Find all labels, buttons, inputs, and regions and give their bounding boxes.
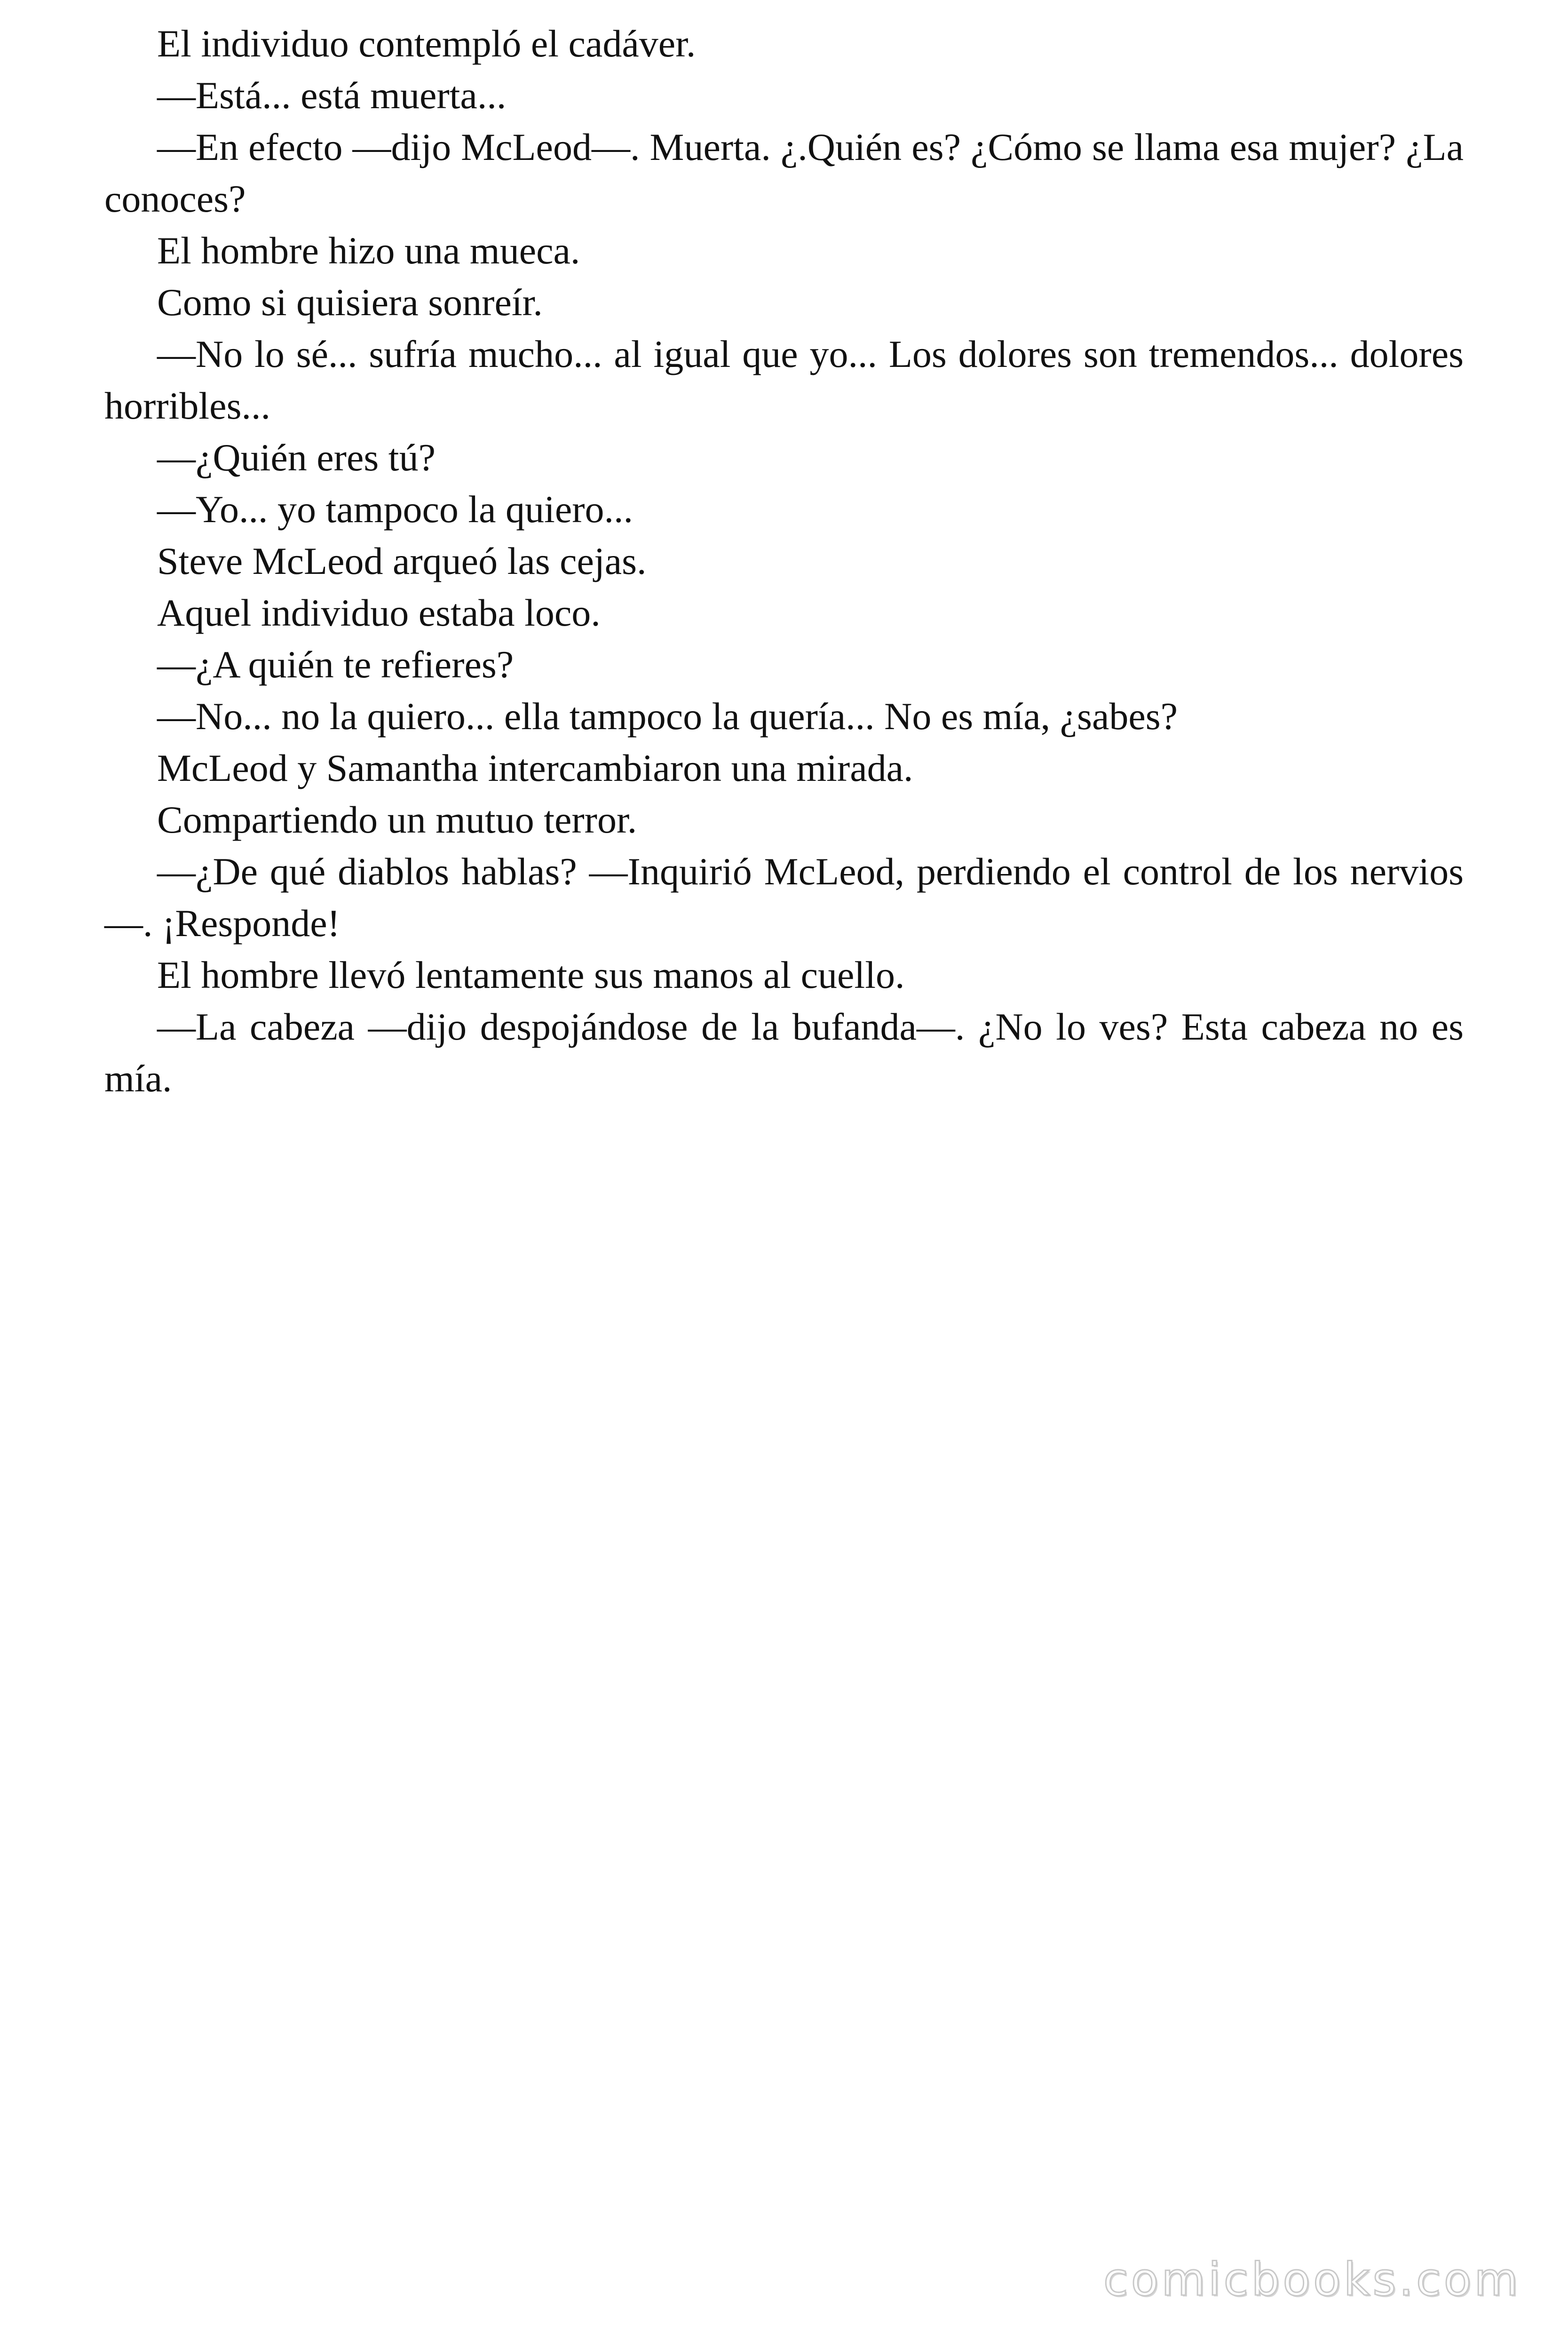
paragraph: Como si quisiera sonreír. <box>157 281 543 324</box>
paragraph: Aquel individuo estaba loco. <box>157 591 601 634</box>
paragraph: —La cabeza —dijo despojándose de la bufanda—. ¿No lo ves? Esta cabeza no es mía. <box>104 1005 1464 1100</box>
watermark-logo: comicbooks.com <box>1103 2253 1521 2306</box>
paragraph: —¿A quién te refieres? <box>157 643 514 686</box>
paragraph: Steve McLeod arqueó las cejas. <box>157 540 647 582</box>
paragraph: —En efecto —dijo McLeod—. Muerta. ¿.Quién es? ¿Cómo se llama esa mujer? ¿La conoces? <box>104 126 1464 220</box>
paragraph: Compartiendo un mutuo terror. <box>157 798 637 841</box>
page-text <box>104 18 1464 1104</box>
paragraph: —¿Quién eres tú? <box>157 436 436 479</box>
paragraph: —No lo sé... sufría mucho... al igual que yo... Los dolores son tremendos... dolores horribles... <box>104 333 1464 427</box>
paragraph: El hombre hizo una mueca. <box>157 229 580 272</box>
paragraph: —¿De qué diablos hablas? —Inquirió McLeod, perdiendo el control de los nervios—. ¡Responde! <box>104 850 1464 945</box>
paragraph: El hombre llevó lentamente sus manos al cuello. <box>157 954 905 996</box>
paragraph: —Yo... yo tampoco la quiero... <box>157 488 634 531</box>
paragraph: —No... no la quiero... ella tampoco la quería... No es mía, ¿sabes? <box>157 695 1178 738</box>
paragraph: McLeod y Samantha intercambiaron una mirada. <box>157 747 913 789</box>
paragraph: El individuo contempló el cadáver. <box>157 22 696 65</box>
paragraph: —Está... está muerta... <box>157 74 507 117</box>
